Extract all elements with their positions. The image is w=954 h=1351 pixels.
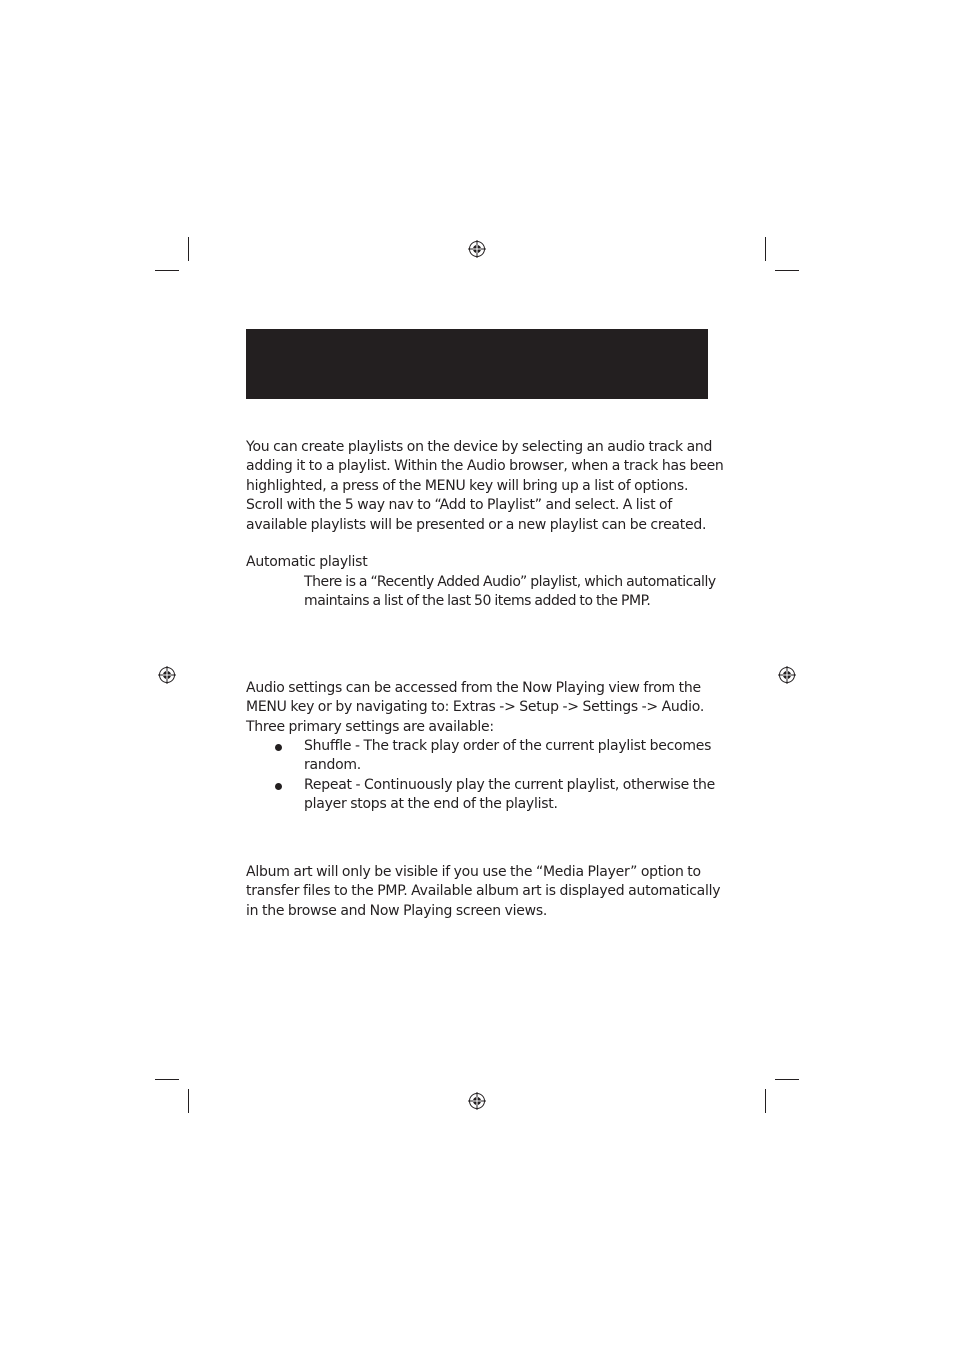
crop-mark-bottom-left-horizontal — [155, 1079, 179, 1080]
paragraph-line: There is a “Recently Added Audio” playlist, which automatically — [304, 574, 716, 590]
playlists-paragraph — [246, 438, 724, 535]
paragraph-line: available playlists will be presented or a new playlist can be created. — [246, 516, 707, 533]
crop-mark-top-left-vertical — [188, 237, 189, 261]
album-art-paragraph — [246, 863, 721, 921]
crop-mark-bottom-right-vertical — [765, 1089, 766, 1113]
paragraph-line: Scroll with the 5 way nav to “Add to Playlist” and select. A list of — [246, 497, 673, 514]
crop-mark-bottom-left-vertical — [188, 1089, 189, 1113]
paragraph-line: Three primary settings are available: — [246, 718, 494, 735]
paragraph-line: maintains a list of the last 50 items added to the PMP. — [304, 593, 651, 610]
automatic-playlist-heading: Automatic playlist — [246, 554, 368, 570]
paragraph-line: in the browse and Now Playing screen views. — [246, 902, 548, 919]
paragraph-line: Album art will only be visible if you use the “Media Player” option to — [246, 864, 701, 880]
paragraph-line: You can create playlists on the device by selecting an audio track and — [246, 439, 713, 455]
bullet-icon — [275, 744, 282, 751]
crop-mark-top-right-vertical — [765, 237, 766, 261]
bullet-line: Repeat - Continuously play the current playlist, otherwise the — [304, 777, 715, 793]
registration-mark-icon — [158, 666, 176, 684]
registration-mark-icon — [778, 666, 796, 684]
paragraph-line: Audio settings can be accessed from the Now Playing view from the — [246, 680, 701, 696]
audio-settings-paragraph — [246, 679, 714, 737]
registration-mark-icon — [468, 240, 486, 258]
paragraph-line: transfer files to the PMP. Available album art is displayed automatically — [246, 883, 721, 900]
crop-mark-bottom-right-horizontal — [775, 1079, 799, 1080]
section-header-bar — [246, 329, 708, 399]
crop-mark-top-left-horizontal — [155, 270, 179, 271]
crop-mark-top-right-horizontal — [775, 270, 799, 271]
automatic-playlist-description — [304, 573, 714, 612]
paragraph-line: MENU key or by navigating to: Extras -> Setup -> Settings -> Audio. — [246, 699, 705, 716]
paragraph-line: adding it to a playlist. Within the Audio browser, when a track has been — [246, 458, 724, 475]
registration-mark-icon — [468, 1092, 486, 1110]
paragraph-line: highlighted, a press of the MENU key will bring up a list of options. — [246, 477, 689, 494]
bullet-item-shuffle — [304, 737, 714, 776]
bullet-item-repeat — [304, 776, 714, 815]
bullet-icon — [275, 783, 282, 790]
bullet-line: random. — [304, 757, 361, 774]
bullet-line: Shuffle - The track play order of the current playlist becomes — [304, 738, 712, 754]
bullet-line: player stops at the end of the playlist. — [304, 796, 558, 813]
